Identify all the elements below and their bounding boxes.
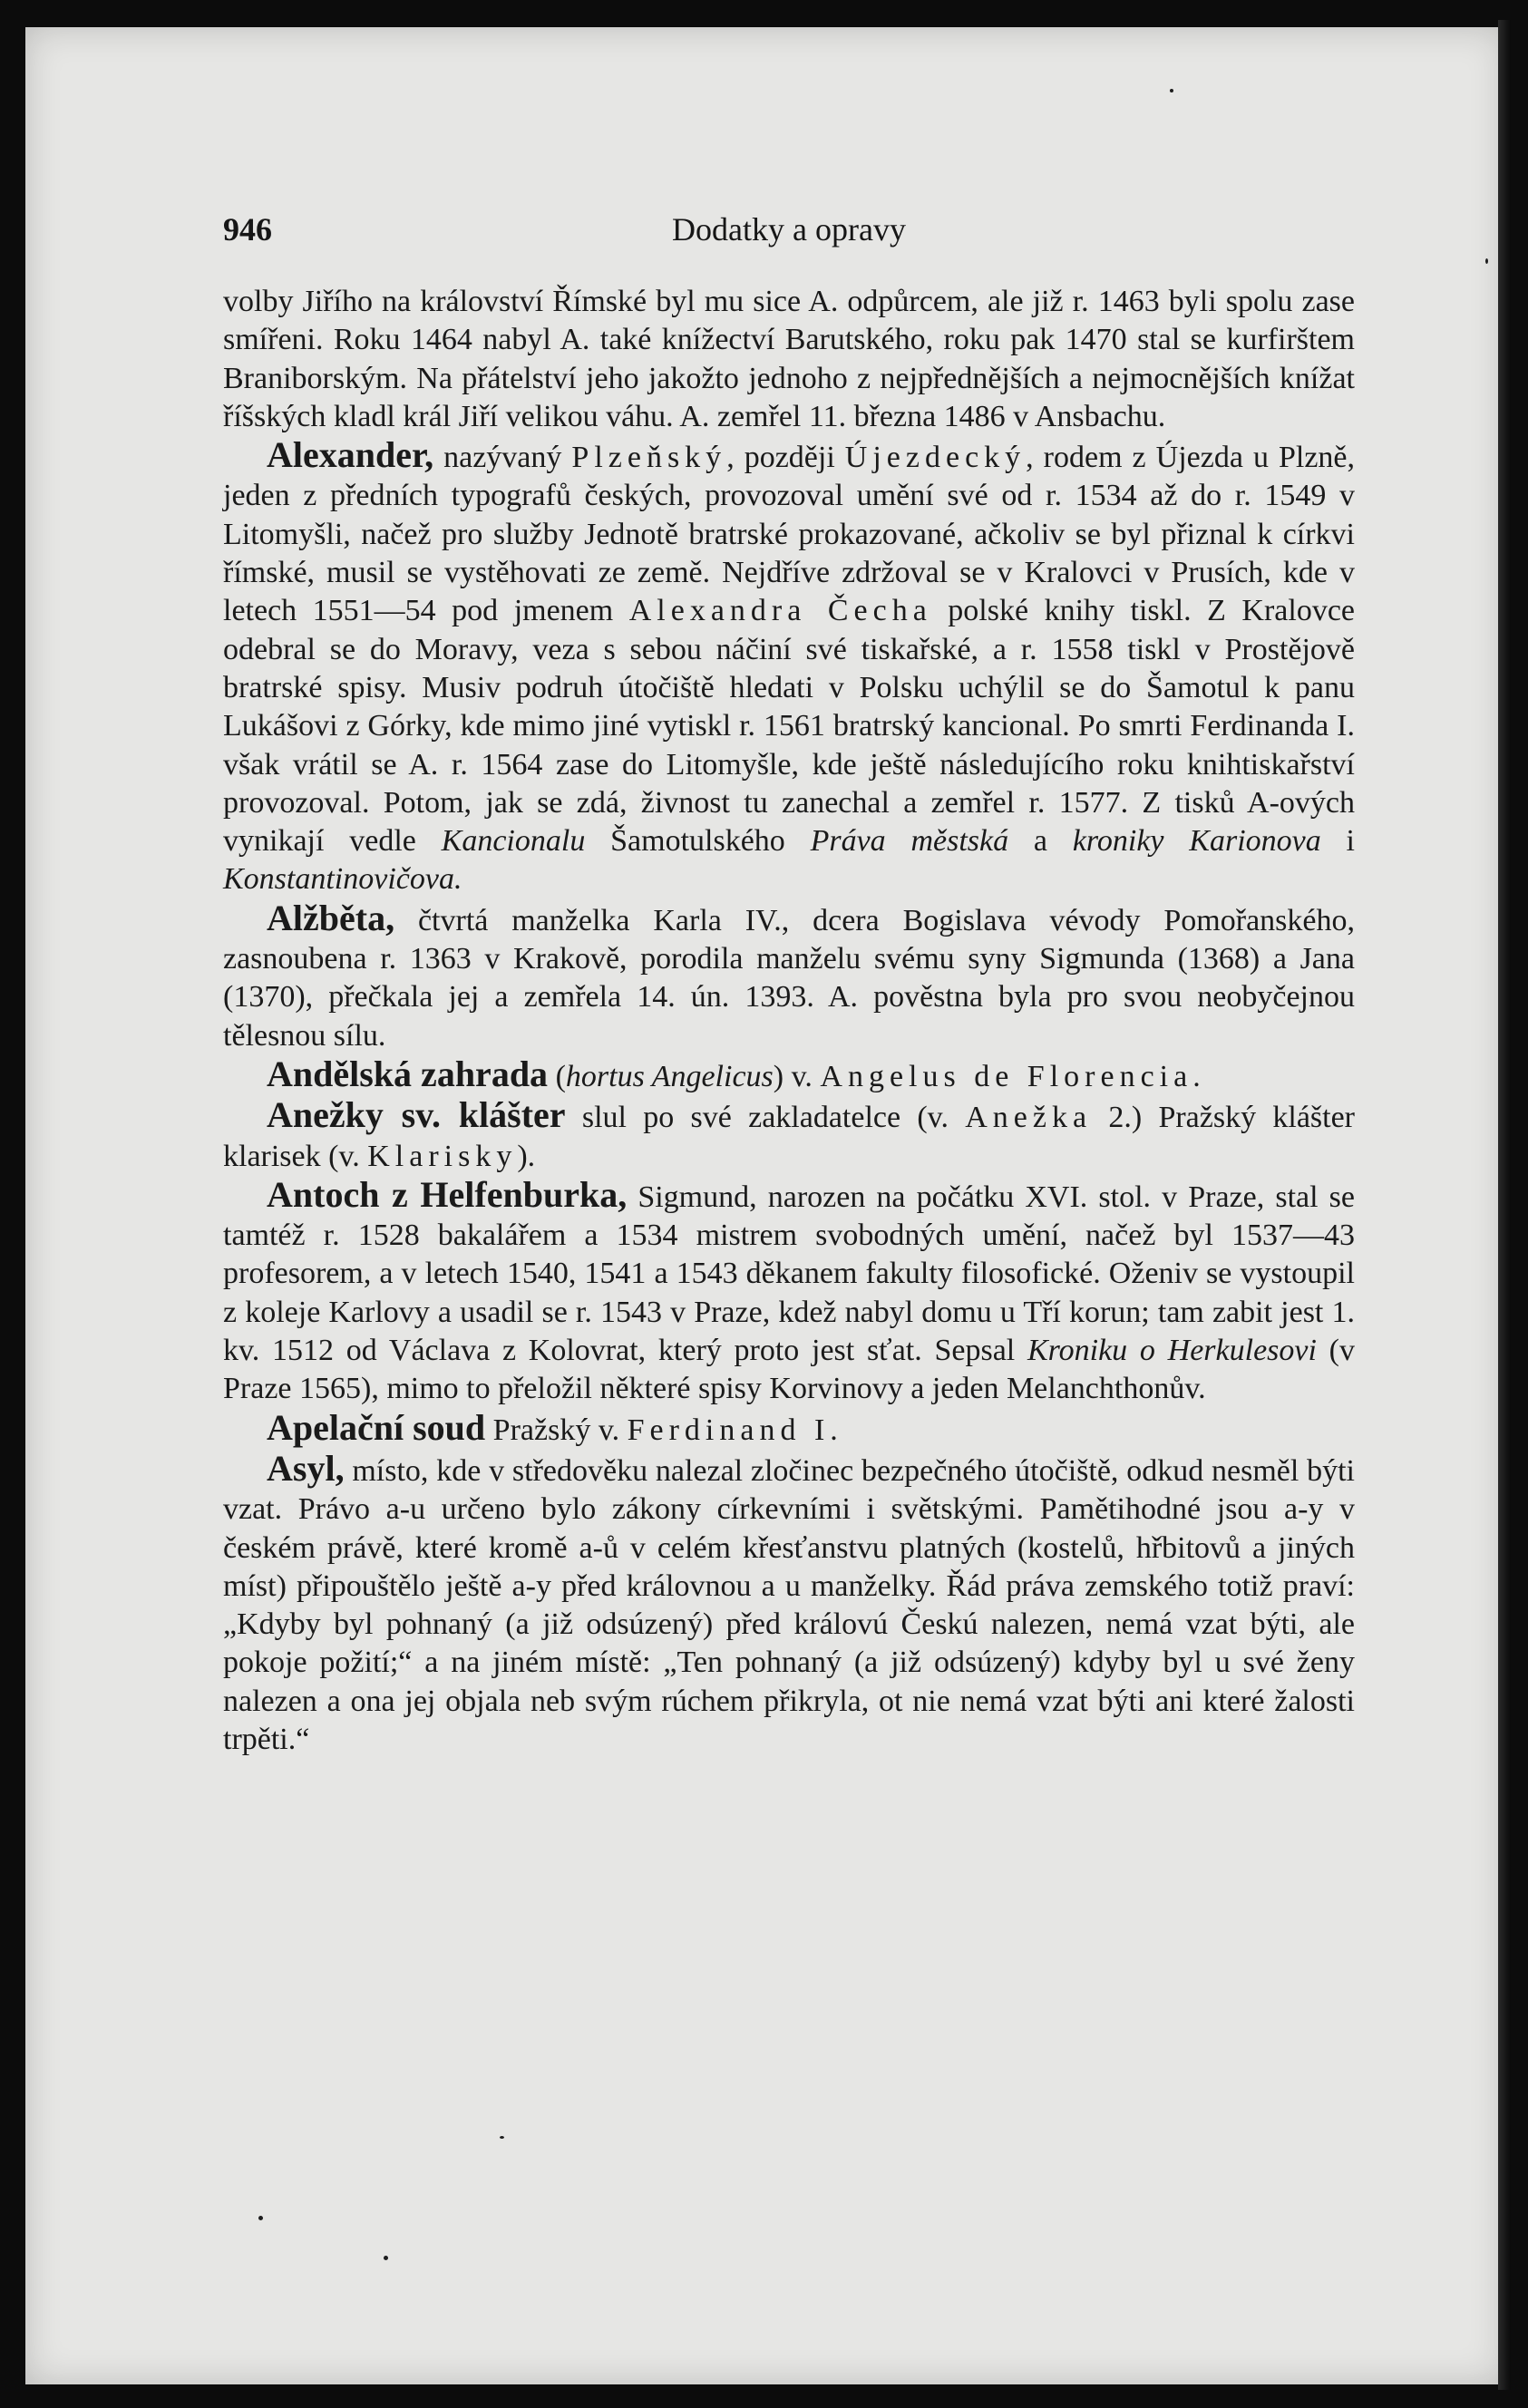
page-number: 946 xyxy=(223,211,272,248)
spaced-name: Ferdinand I. xyxy=(627,1413,843,1447)
spaced-name: Klarisky xyxy=(367,1139,518,1173)
spaced-name: Angelus de Florencia. xyxy=(820,1059,1206,1093)
entry-text: Sigmund, narozen na počátku XVI. stol. v Praze, stal se tamtéž r. 1528 bakalářem a 1534 mistrem svobodných umění, načež byl 1537—43 profesorem, a v letech 1540, 1541 a 1543 děkanem fakulty filosofické. Oženiv se vystoupil z koleje Karlovy a usadil se r. 1543 v Praze, kdež nabyl domu u Tří korun; tam zabit jest 1. kv. 1512 od Václava z Kolovrat, který proto jest sťat. Sepsal xyxy=(223,1180,1355,1368)
dust-speck xyxy=(258,2216,263,2220)
entry-text: , rodem z Újezda u Plzně, jeden z předních typografů českých, provozoval umění své od r. 1534 až do r. 1549 v Litomyšli, načež pro služby Jednotě bratrské prokazované, ačkoliv se byl přiznal k církvi římské, musil se vystěhovati ze země. Nejdříve zdržoval se v Kralovci v Prusích, kde v letech 1551—54 pod jmenem xyxy=(223,441,1356,628)
entry-text: ) v. xyxy=(773,1059,821,1093)
dictionary-entry xyxy=(223,1055,1355,1096)
entry-text: volby Jiřího na království Římské byl mu sice A. odpůrcem, ale již r. 1463 byli spolu zase smířeni. Roku 1464 nabyl A. také knížectví Barutského, roku pak 1470 stal se kurfirštem Braniborským. Na přátelství jeho jakožto jednoho z nejpřednějších a nejmocnějších knížat říšských kladl král Jiří velikou váhu. A. zemřel 11. března 1486 v Ansbachu. xyxy=(223,285,1355,433)
dictionary-entry xyxy=(223,1096,1355,1176)
entry-headword: Alžběta, xyxy=(267,897,395,938)
spaced-name: Alexandra Čecha xyxy=(628,594,932,628)
entry-text: místo, kde v středověku nalezal zločinec bezpečného útočiště, odkud nesměl býti vzat. Právo a-u určeno bylo zákony církevními i světskými. Pamětihodné jsou a-y v českém právě, které kromě a-ů v celém křesťanstvu platných (kostelů, hřbitovů a jiných míst) připouštělo ještě a-y před královnou a u manželky. Řád práva zemského totiž praví: „Kdyby byl pohnaný (a již odsúzený) před královú Českú nalezen, nemá vzat býti, ale pokoje požití;“ a na jiném místě: „Ten pohnaný (a již odsúzený) kdyby byl u své ženy nalezen a ona jej objala neb svým rúchem přikryla, ot nie nemá vzat býti ani které žalosti trpěti.“ xyxy=(223,1453,1355,1756)
entry-text: , později xyxy=(726,441,845,475)
dictionary-entry xyxy=(223,899,1355,1055)
entry-headword: Andělská zahrada xyxy=(267,1053,549,1094)
entry-text: nazývaný xyxy=(433,441,572,475)
body-text xyxy=(223,283,1355,1759)
spaced-name: Anežka xyxy=(965,1101,1093,1135)
dust-speck xyxy=(500,2136,504,2139)
dictionary-entry xyxy=(223,436,1355,899)
entry-text: polské knihy tiskl. Z Kralovce odebral se do Moravy, veza s sebou náčiní své tiskařské, a r. 1558 tiskl v Prostějově bratrské spisy. Musiv podruh útočiště hledati v Polsku uchýlil se do Šamotul k panu Lukášovi z Górky, kde mimo jiné vytiskl r. 1561 bratrský kancional. Po smrti Ferdinanda I. však vrátil se A. r. 1564 zase do Litomyšle, kde ještě následujícího roku knihtiskařství provozoval. Potom, jak se zdá, živnost tu zanechal a zemřel r. 1577. Z tisků A-ových vynikají vedle xyxy=(223,594,1356,859)
entry-headword: Antoch z Helfenburka, xyxy=(267,1173,628,1215)
running-title: Dodatky a opravy xyxy=(672,211,906,248)
entry-text: ). xyxy=(517,1139,536,1173)
italic-title: Práva městská xyxy=(810,824,1009,859)
dust-speck xyxy=(384,2256,388,2260)
entry-text: a xyxy=(1008,824,1073,859)
entry-text: čtvrtá manželka Karla IV., dcera Bogislava vévody Pomořanského, zasnoubena r. 1363 v Krakově, porodila manželu svému syny Sigmunda (1368) a Jana (1370), přečkala jej a zemřela 14. ún. 1393. A. pověstna byla pro svou neobyčejnou tělesnou sílu. xyxy=(223,903,1355,1053)
entry-text: Pražský v. xyxy=(485,1413,628,1447)
italic-title: Kroniku o Herkulesovi xyxy=(1027,1334,1317,1368)
entry-headword: Asyl, xyxy=(267,1447,345,1489)
entry-headword: Apelační soud xyxy=(267,1406,486,1448)
spaced-name: Újezdecký xyxy=(844,441,1027,475)
entry-text: i xyxy=(1320,824,1355,859)
dictionary-entry xyxy=(223,1173,1355,1409)
italic-title: Konstantinovičova. xyxy=(223,862,462,897)
page-header xyxy=(223,210,1355,250)
dictionary-entry xyxy=(223,1406,1355,1450)
entry-headword: Alexander, xyxy=(267,434,434,476)
italic-title: hortus Angelicus xyxy=(565,1059,774,1093)
entry-text: slul po své zakladatelce (v. xyxy=(565,1101,966,1135)
dictionary-entry xyxy=(223,1447,1355,1759)
italic-title: kroniky Karionova xyxy=(1072,824,1321,859)
italic-title: Kancionalu xyxy=(441,824,586,859)
entry-text: ( xyxy=(548,1059,566,1093)
page-edge-shadow xyxy=(1498,20,1511,2390)
entry-headword: Anežky sv. klášter xyxy=(267,1094,566,1136)
spaced-name: Plzeňský xyxy=(571,441,727,475)
entry-text: Šamotulského xyxy=(585,824,811,859)
entry-text: 2.) Pražský klášter klarisek (v. xyxy=(223,1101,1355,1173)
continued-entry xyxy=(223,283,1355,436)
dust-speck xyxy=(1485,258,1488,264)
entry-text: (v Praze 1565), mimo to přeložil některé spisy Korvinovy a jeden Melanchthonův. xyxy=(223,1334,1355,1406)
dust-speck xyxy=(1170,89,1173,92)
